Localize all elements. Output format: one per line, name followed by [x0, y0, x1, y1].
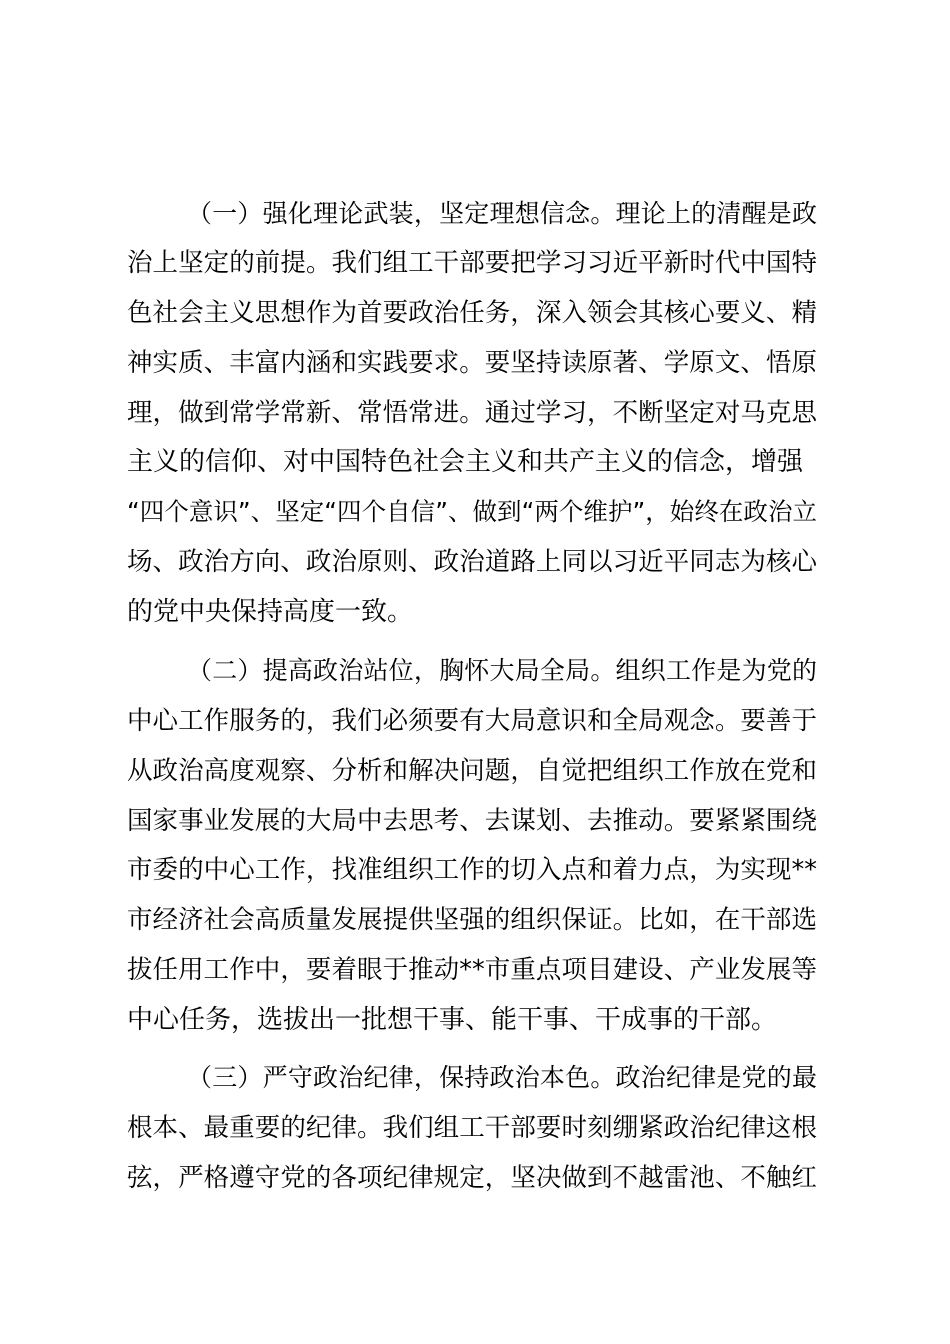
paragraph-3-line-2: 根本、最重要的纪律。我们组工干部要时刻绷紧政治纪律这根 [127, 1113, 817, 1143]
paragraph-2-line-2: 中心工作服务的，我们必须要有大局意识和全局观念。要善于 [127, 706, 817, 736]
paragraph-1-line-4: 神实质、丰富内涵和实践要求。要坚持读原著、学原文、悟原 [127, 348, 817, 378]
paragraph-1-line-5: 理，做到常学常新、常悟常进。通过学习，不断坚定对马克思 [127, 398, 817, 428]
paragraph-2-line-6: 市经济社会高质量发展提供坚强的组织保证。比如，在干部选 [127, 905, 817, 935]
paragraph-2-line-5: 市委的中心工作，找准组织工作的切入点和着力点，为实现** [127, 855, 817, 885]
paragraph-2-line-7: 拔任用工作中，要着眼于推动**市重点项目建设、产业发展等 [127, 955, 817, 985]
paragraph-3-line-3: 弦，严格遵守党的各项纪律规定，坚决做到不越雷池、不触红 [127, 1163, 817, 1193]
paragraph-1-line-6: 主义的信仰、对中国特色社会主义和共产主义的信念，增强 [127, 447, 804, 477]
paragraph-3-line-1: （三）严守政治纪律，保持政治本色。政治纪律是党的最 [187, 1063, 817, 1092]
paragraph-1-line-3: 色社会主义思想作为首要政治任务，深入领会其核心要义、精 [127, 298, 817, 328]
paragraph-1-line-9: 的党中央保持高度一致。 [127, 597, 414, 627]
paragraph-1-line-1: （一）强化理论武装，坚定理想信念。理论上的清醒是政 [187, 199, 817, 228]
paragraph-2-line-8: 中心任务，选拔出一批想干事、能干事、干成事的干部。 [127, 1005, 778, 1035]
paragraph-1-line-8: 场、政治方向、政治原则、政治道路上同以习近平同志为核心 [127, 547, 817, 577]
paragraph-2-line-3: 从政治高度观察、分析和解决问题，自觉把组织工作放在党和 [127, 756, 817, 786]
paragraph-2-line-4: 国家事业发展的大局中去思考、去谋划、去推动。要紧紧围绕 [127, 806, 817, 836]
paragraph-1-line-2: 治上坚定的前提。我们组工干部要把学习习近平新时代中国特 [127, 248, 817, 278]
paragraph-2-line-1: （二）提高政治站位，胸怀大局全局。组织工作是为党的 [187, 656, 817, 685]
paragraph-1-line-7: “四个意识”、坚定“四个自信”、做到“两个维护”，始终在政治立 [127, 497, 817, 526]
